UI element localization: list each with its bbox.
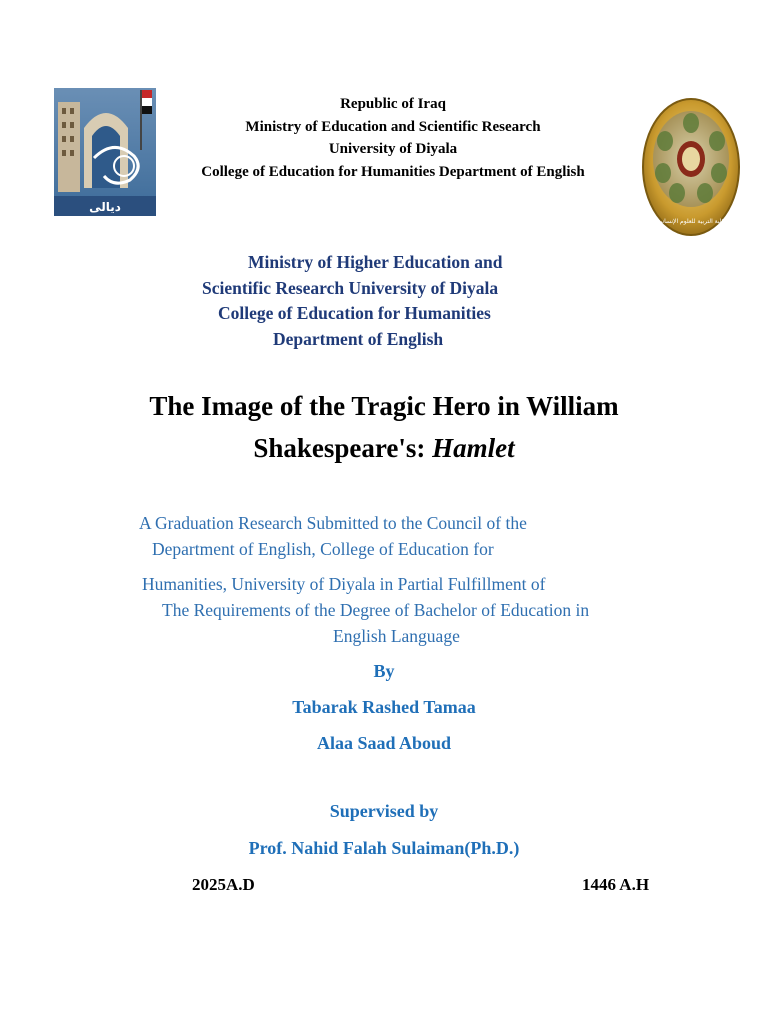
ministry-line-3: College of Education for Humanities <box>218 303 491 323</box>
svg-text:ديالى: ديالى <box>89 200 121 214</box>
ministry-line-2: Scientific Research University of Diyala <box>202 278 499 298</box>
svg-text:كلية التربية للعلوم الإنسانية: كلية التربية للعلوم الإنسانية <box>657 218 725 225</box>
ministry-line-1: Ministry of Higher Education and <box>248 252 503 272</box>
author-1: Tabarak Rashed Tamaa <box>292 697 476 717</box>
description-line-5: English Language <box>333 626 460 646</box>
college-seal-logo <box>641 97 741 237</box>
date-gregorian: 2025A.D <box>192 875 255 894</box>
author-2: Alaa Saad Aboud <box>316 733 452 753</box>
description-line-4: The Requirements of the Degree of Bachelor of Education in <box>162 600 590 620</box>
header-college: College of Education for Humanities Department of English <box>201 164 585 180</box>
date-hijri: 1446 A.H <box>582 875 650 894</box>
supervised-by-label: Supervised by <box>329 801 439 821</box>
ministry-line-4: Department of English <box>273 329 444 349</box>
by-label: By <box>373 661 395 681</box>
header-republic: Republic of Iraq <box>340 96 446 112</box>
title-italic-hamlet: Hamlet <box>432 433 515 463</box>
header-university: University of Diyala <box>328 141 458 157</box>
college-seal-icon <box>641 97 741 237</box>
thesis-title-line-2 <box>0 429 768 467</box>
supervisor-name: Prof. Nahid Falah Sulaiman(Ph.D.) <box>248 838 520 858</box>
header-ministry: Ministry of Education and Scientific Research <box>245 119 541 135</box>
description-line-3: Humanities, University of Diyala in Partial Fulfillment of <box>142 574 546 594</box>
description-line-2: Department of English, College of Education for <box>152 539 494 559</box>
thesis-title-line-1: The Image of the Tragic Hero in William <box>149 391 619 421</box>
title-prefix: Shakespeare's: <box>253 433 433 463</box>
description-line-1: A Graduation Research Submitted to the Council of the <box>139 513 527 533</box>
